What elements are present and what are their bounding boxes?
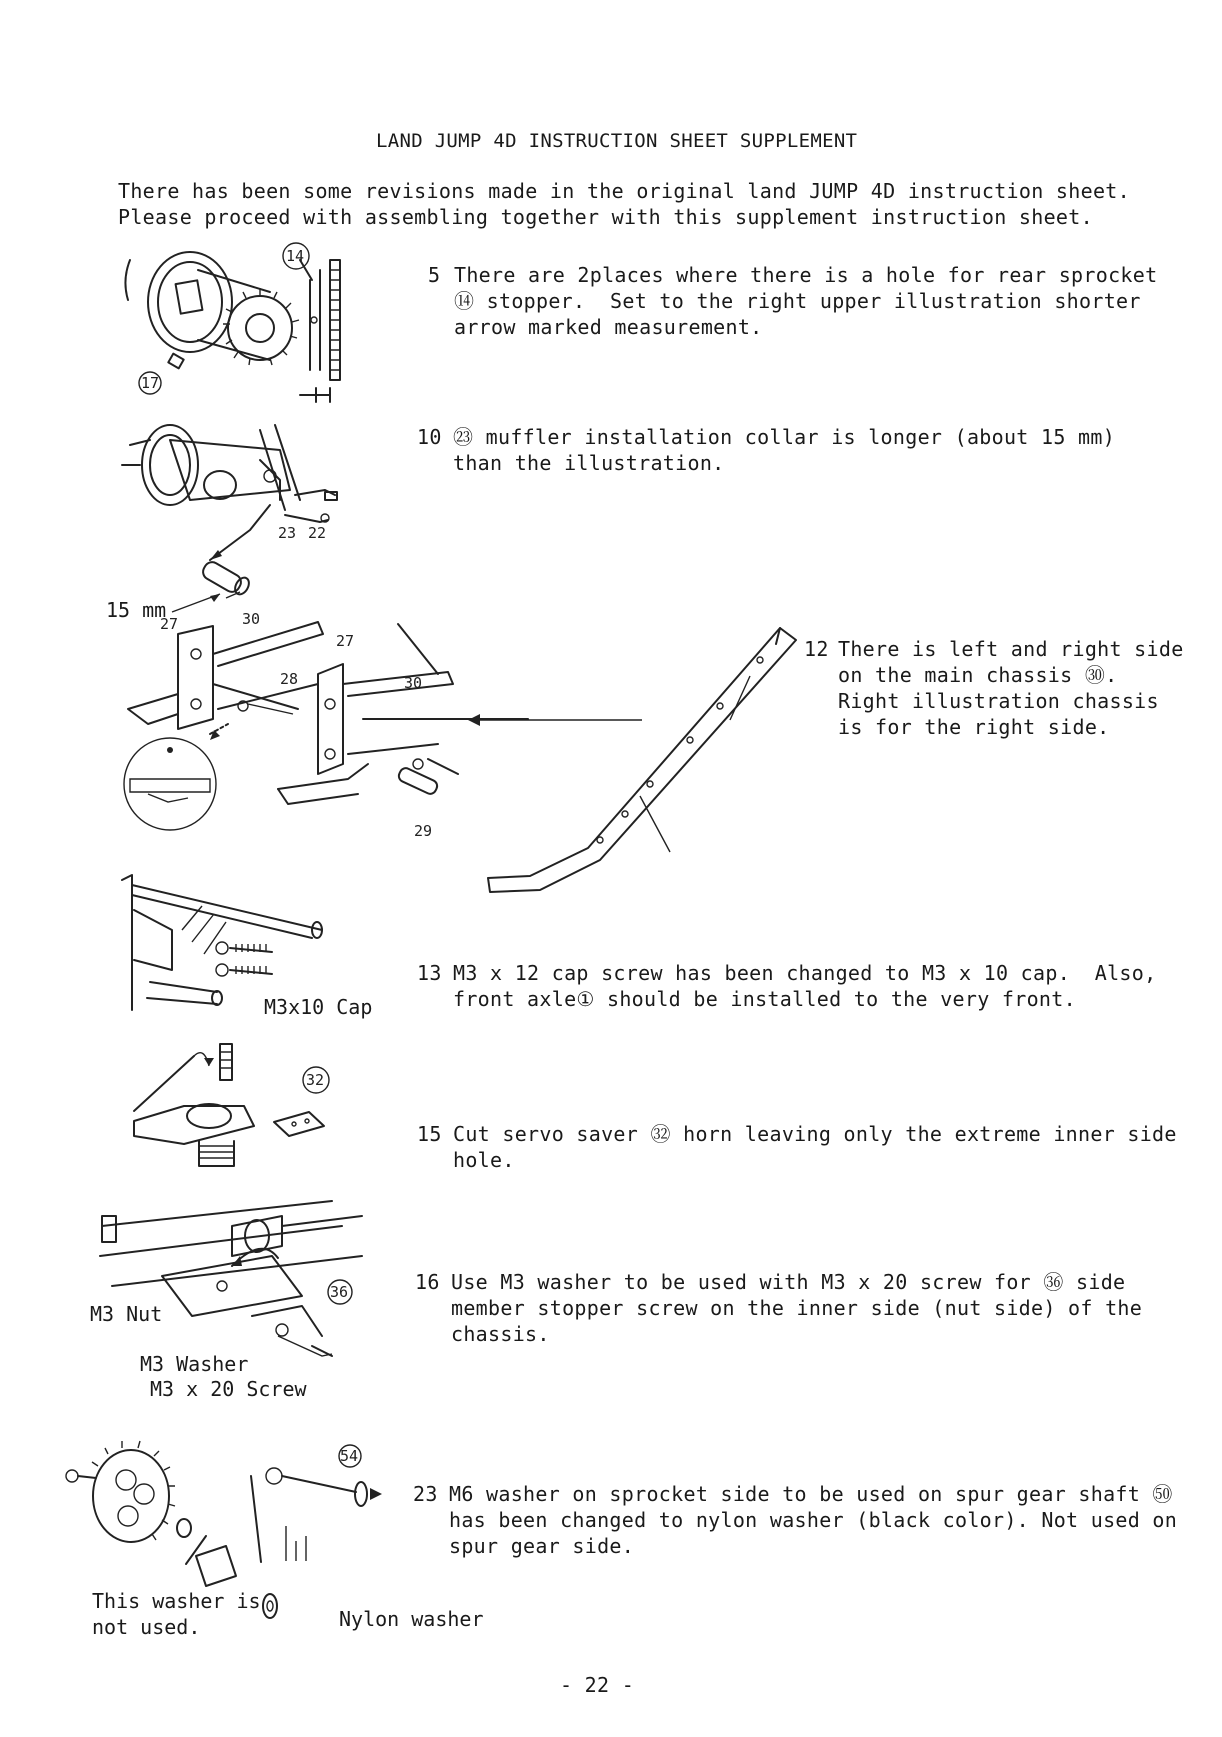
nylon-washer-label: Nylon washer — [339, 1607, 484, 1631]
washer-label: M3 Washer — [140, 1352, 249, 1376]
step-number: 15 — [417, 1122, 442, 1146]
figure-chassis-assembly — [118, 610, 538, 854]
nut-label: M3 Nut — [90, 1302, 163, 1326]
screw-label: M3 x 20 Screw — [150, 1377, 307, 1401]
step-text: There are 2places where there is a hole for rear sprocket ⑭ stopper. Set to the right upper illustration shorter arrow marked measurement. — [454, 263, 1158, 339]
page-number: - 22 - — [560, 1673, 635, 1697]
figure-rear-sprocket — [120, 240, 350, 410]
part-number-22: 22 — [308, 524, 327, 542]
step-number: 10 — [417, 425, 442, 449]
step-text: M6 washer on sprocket side to be used on spur gear shaft ㊿ has been changed to nylon washer (black color). Not used on spur gear side. — [449, 1482, 1178, 1558]
part-number-30a: 30 — [242, 610, 261, 628]
part-number-17: 17 — [141, 374, 160, 392]
step-text: Use M3 washer to be used with M3 x 20 screw for ㊱ side member stopper screw on the inner side (nut side) of the chassis. — [451, 1270, 1143, 1346]
figure-right-chassis — [480, 620, 810, 900]
part-number-14: 14 — [286, 247, 305, 265]
page-title: LAND JUMP 4D INSTRUCTION SHEET SUPPLEMENT — [376, 130, 858, 152]
step-number: 5 — [428, 263, 441, 287]
intro-paragraph — [118, 178, 1130, 230]
part-number-23: 23 — [278, 524, 297, 542]
figure-side-member — [82, 1196, 382, 1376]
figure-servo-saver — [124, 1036, 344, 1176]
part-number-27a: 27 — [160, 615, 179, 633]
step-number: 16 — [415, 1270, 440, 1294]
step-text: There is left and right side on the main chassis ㉚. Right illustration chassis is for the right side. — [838, 637, 1184, 739]
part-number-28: 28 — [280, 670, 299, 688]
step-number: 12 — [804, 637, 829, 661]
part-number-30b: 30 — [404, 674, 423, 692]
step-text: Cut servo saver ㉜ horn leaving only the extreme inner side hole. — [453, 1122, 1177, 1172]
cap-screw-label: M3x10 Cap — [264, 995, 373, 1019]
part-number-32: 32 — [306, 1071, 325, 1089]
collar-length-label: 15 mm — [106, 598, 167, 622]
intro-line-1: There has been some revisions made in the original land JUMP 4D instruction sheet. — [118, 179, 1130, 203]
not-used-label: This washer is not used. — [92, 1589, 261, 1639]
step-text: M3 x 12 cap screw has been changed to M3 x 10 cap. Also, front axle① should be installed to the very front. — [453, 961, 1157, 1011]
part-number-36: 36 — [330, 1283, 349, 1301]
part-number-27b: 27 — [336, 632, 355, 650]
part-number-29: 29 — [414, 822, 433, 840]
step-text: ㉓ muffler installation collar is longer (about 15 mm) than the illustration. — [453, 425, 1116, 475]
intro-line-2: Please proceed with assembling together with this supplement instruction sheet. — [118, 205, 1093, 229]
step-number: 23 — [413, 1482, 438, 1506]
step-number: 13 — [417, 961, 442, 985]
part-number-54: 54 — [340, 1447, 359, 1465]
